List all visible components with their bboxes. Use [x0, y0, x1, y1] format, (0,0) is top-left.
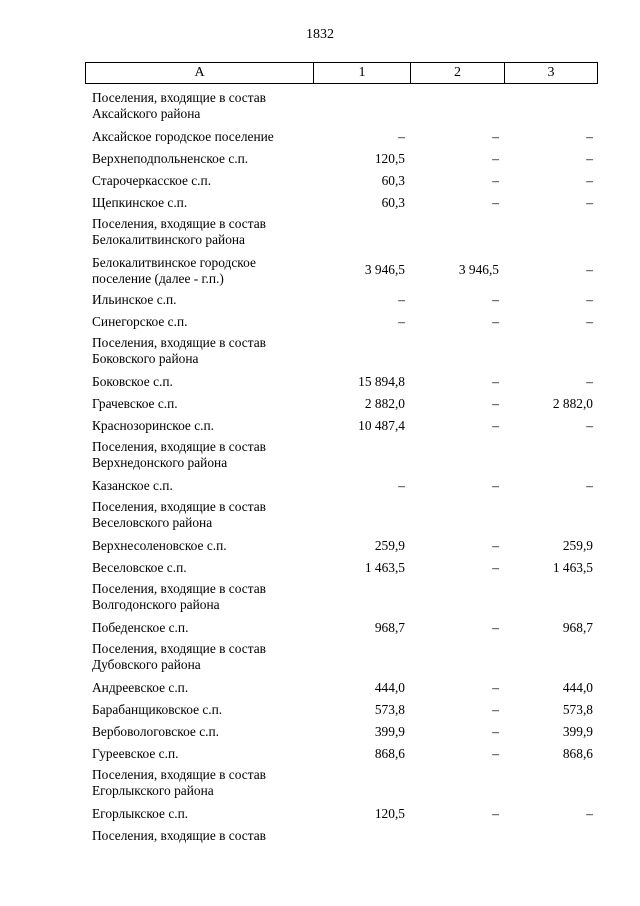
table-row — [85, 721, 598, 743]
value-col-3: – — [586, 129, 593, 144]
value-col-3: 573,8 — [562, 702, 593, 717]
value-col-1: – — [398, 129, 405, 144]
value-col-2: – — [492, 292, 499, 307]
value-col-3: – — [586, 151, 593, 166]
value-col-2: – — [492, 538, 499, 553]
page-number: 1832 — [306, 27, 334, 42]
group-title: Поселения, входящие в состав Веселовского района — [92, 499, 266, 530]
group-header-row — [85, 333, 598, 367]
table-row — [85, 617, 598, 639]
table-row — [85, 415, 598, 437]
table-row — [85, 393, 598, 415]
value-col-1: 120,5 — [374, 806, 405, 821]
group-title: Поселения, входящие в состав Волгодонского района — [92, 581, 266, 612]
table-row — [85, 126, 598, 148]
settlement-name: Верхнеподпольненское с.п. — [92, 151, 249, 166]
table-row — [85, 289, 598, 311]
settlement-name: Верхнесоленовское с.п. — [92, 538, 227, 553]
value-col-3: 1 463,5 — [552, 560, 593, 575]
header-col-2: 2 — [411, 63, 505, 83]
value-col-3: 444,0 — [562, 680, 593, 695]
group-title: Поселения, входящие в состав Дубовского района — [92, 641, 266, 672]
table-row — [85, 170, 598, 192]
value-col-3: – — [586, 292, 593, 307]
value-col-3: – — [586, 262, 593, 277]
settlement-name: Аксайское городское поселение — [92, 129, 274, 144]
table-row — [85, 371, 598, 393]
group-header-row — [85, 214, 598, 248]
value-col-3: – — [586, 418, 593, 433]
value-col-3: 868,6 — [562, 746, 593, 761]
header-col-a: А — [86, 63, 314, 83]
value-col-2: – — [492, 173, 499, 188]
table-row — [85, 699, 598, 721]
group-title: Поселения, входящие в состав Боковского района — [92, 335, 266, 366]
settlement-name: Щепкинское с.п. — [92, 195, 188, 210]
settlement-name: Боковское с.п. — [92, 374, 173, 389]
settlement-name: Краснозоринское с.п. — [92, 418, 215, 433]
value-col-3: – — [586, 806, 593, 821]
settlement-name: Вербовологовское с.п. — [92, 724, 220, 739]
table-row — [85, 803, 598, 825]
settlement-name: Победенское с.п. — [92, 620, 189, 635]
settlement-name: Барабанщиковское с.п. — [92, 702, 223, 717]
value-col-2: – — [492, 314, 499, 329]
settlement-name: Егорлыкское с.п. — [92, 806, 189, 821]
value-col-1: 868,6 — [374, 746, 405, 761]
table-row — [85, 535, 598, 557]
group-title: Поселения, входящие в состав Верхнедонского района — [92, 439, 266, 470]
group-header-row — [85, 765, 598, 799]
value-col-3: – — [586, 195, 593, 210]
value-col-1: – — [398, 292, 405, 307]
value-col-1: 573,8 — [374, 702, 405, 717]
value-col-1: – — [398, 478, 405, 493]
value-col-1: 3 946,5 — [364, 262, 405, 277]
value-col-1: 1 463,5 — [364, 560, 405, 575]
value-col-3: 399,9 — [562, 724, 593, 739]
group-header-row — [85, 437, 598, 471]
table-row — [85, 252, 598, 286]
table-header — [85, 62, 598, 84]
value-col-1: 2 882,0 — [364, 396, 405, 411]
table-row — [85, 475, 598, 497]
value-col-1: 444,0 — [374, 680, 405, 695]
group-title: Поселения, входящие в состав Белокалитвинского района — [92, 216, 266, 247]
table-row — [85, 192, 598, 214]
settlement-name: Андреевское с.п. — [92, 680, 189, 695]
settlement-name: Гуреевское с.п. — [92, 746, 179, 761]
value-col-3: – — [586, 478, 593, 493]
table-row — [85, 148, 598, 170]
table-row — [85, 557, 598, 579]
value-col-2: – — [492, 702, 499, 717]
value-col-1: 10 487,4 — [358, 418, 405, 433]
value-col-2: – — [492, 680, 499, 695]
table-row — [85, 677, 598, 699]
value-col-1: 60,3 — [381, 195, 405, 210]
value-col-3: – — [586, 173, 593, 188]
value-col-1: 15 894,8 — [358, 374, 405, 389]
group-header-row — [85, 639, 598, 673]
value-col-1: 120,5 — [374, 151, 405, 166]
settlement-name: Веселовское с.п. — [92, 560, 187, 575]
value-col-2: – — [492, 151, 499, 166]
value-col-2: 3 946,5 — [458, 262, 499, 277]
value-col-1: 259,9 — [374, 538, 405, 553]
settlement-name: Грачевское с.п. — [92, 396, 178, 411]
group-title: Поселения, входящие в состав Егорлыкского района — [92, 767, 266, 798]
group-title: Поселения, входящие в состав — [92, 828, 266, 843]
group-header-row — [85, 579, 598, 613]
table-row — [85, 311, 598, 333]
value-col-2: – — [492, 560, 499, 575]
value-col-3: 259,9 — [562, 538, 593, 553]
header-col-1: 1 — [314, 63, 411, 83]
value-col-1: 60,3 — [381, 173, 405, 188]
settlement-name: Казанское с.п. — [92, 478, 173, 493]
value-col-2: – — [492, 724, 499, 739]
value-col-1: 968,7 — [374, 620, 405, 635]
value-col-3: 2 882,0 — [552, 396, 593, 411]
group-header-row — [85, 826, 598, 848]
value-col-3: – — [586, 314, 593, 329]
value-col-1: – — [398, 314, 405, 329]
value-col-3: – — [586, 374, 593, 389]
value-col-3: 968,7 — [562, 620, 593, 635]
group-header-row — [85, 497, 598, 531]
value-col-2: – — [492, 620, 499, 635]
group-header-row — [85, 88, 598, 122]
value-col-1: 399,9 — [374, 724, 405, 739]
value-col-2: – — [492, 478, 499, 493]
value-col-2: – — [492, 374, 499, 389]
value-col-2: – — [492, 396, 499, 411]
settlement-name: Старочеркасское с.п. — [92, 173, 212, 188]
settlement-name: Синегорское с.п. — [92, 314, 188, 329]
group-title: Поселения, входящие в состав Аксайского района — [92, 90, 266, 121]
value-col-2: – — [492, 418, 499, 433]
table-row — [85, 743, 598, 765]
value-col-2: – — [492, 746, 499, 761]
settlement-name: Ильинское с.п. — [92, 292, 177, 307]
settlement-name: Белокалитвинское городское поселение (далее - г.п.) — [92, 255, 256, 286]
value-col-2: – — [492, 129, 499, 144]
value-col-2: – — [492, 806, 499, 821]
header-col-3: 3 — [547, 65, 555, 80]
value-col-2: – — [492, 195, 499, 210]
